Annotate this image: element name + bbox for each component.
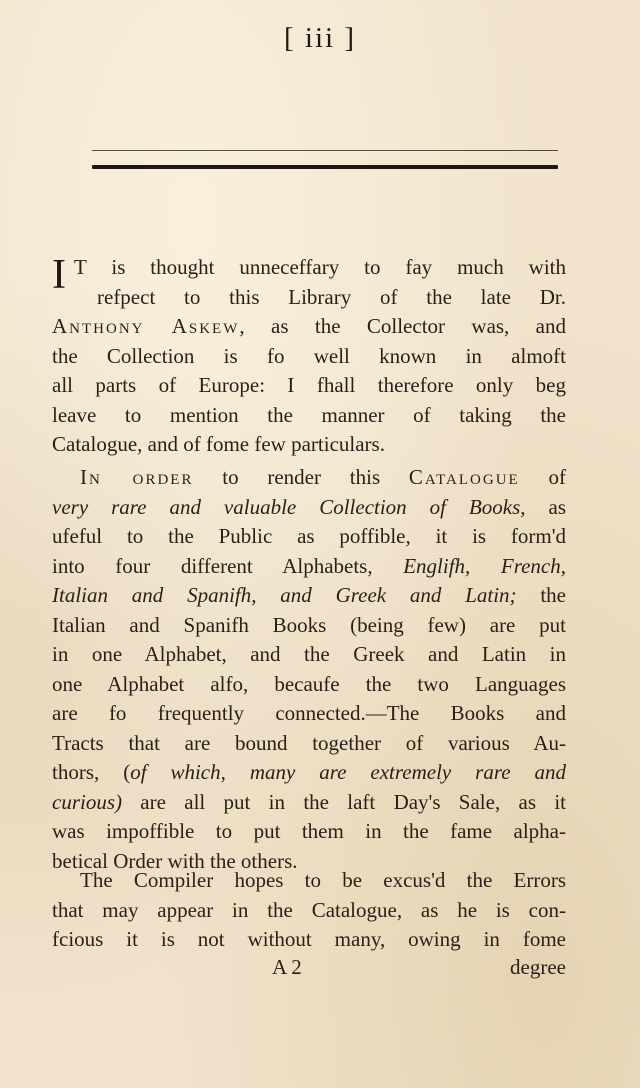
text-line: Tracts that are bound together of various Au- bbox=[52, 730, 566, 755]
text-line: fcious it is not without many, owing in fome bbox=[52, 927, 566, 951]
italic-span: Italian and Spanifh, and Greek and Latin; bbox=[52, 583, 517, 607]
text-line bbox=[52, 312, 566, 342]
text-span: of bbox=[519, 465, 566, 489]
text-line: was impoffible to put them in the fame alpha- bbox=[52, 819, 566, 843]
italic-span: of which, many are extremely rare and bbox=[130, 760, 566, 784]
text-line: in one Alphabet, and the Greek and Latin in bbox=[52, 642, 566, 666]
text-line: Italian and Spanifh Books (being few) are put bbox=[52, 612, 566, 637]
text-line bbox=[52, 493, 566, 523]
paragraph-2 bbox=[52, 463, 566, 876]
text-line bbox=[52, 758, 566, 788]
text-line bbox=[52, 552, 566, 582]
italic-span: curious) bbox=[52, 789, 122, 814]
text-span: thors, ( bbox=[52, 760, 131, 784]
text-span: the bbox=[516, 583, 566, 607]
text-line: the Collection is fo well known in almoft bbox=[52, 343, 566, 368]
text-line bbox=[52, 788, 566, 818]
name-small-caps: Anthony Askew bbox=[52, 314, 240, 338]
text-line: The Compiler hopes to be excus'd the Errors bbox=[80, 868, 566, 892]
paragraph-3 bbox=[52, 866, 566, 955]
text-line: T is thought unneceffary to fay much with bbox=[74, 255, 566, 279]
text-span: as bbox=[525, 494, 566, 519]
text-line bbox=[52, 463, 566, 493]
header-rule-thin bbox=[92, 150, 558, 151]
text-line: betical Order with the others. bbox=[52, 848, 298, 873]
paragraph-1 bbox=[52, 253, 566, 460]
italic-span: Englifh, French, bbox=[403, 553, 566, 578]
text-line: refpect to this Library of the late Dr. bbox=[97, 284, 566, 309]
text-line: all parts of Europe: I fhall therefore only beg bbox=[52, 373, 566, 397]
text-line: Catalogue, and of fome few particulars. bbox=[52, 432, 385, 456]
signature-mark: A 2 bbox=[272, 955, 302, 979]
text-span: , as the Collector was, and bbox=[239, 314, 566, 338]
header-rule-thick bbox=[92, 165, 558, 169]
page-number: [ iii ] bbox=[284, 22, 356, 54]
text-span: into four different Alphabets, bbox=[52, 553, 404, 578]
text-line bbox=[52, 581, 566, 611]
small-caps-span: In order bbox=[80, 465, 194, 489]
text-line: one Alphabet alfo, becaufe the two Languages bbox=[52, 671, 566, 696]
text-line: ufeful to the Public as poffible, it is form'd bbox=[52, 524, 566, 548]
text-line: that may appear in the Catalogue, as he is con- bbox=[52, 897, 566, 922]
page-footer bbox=[52, 955, 566, 985]
small-caps-span: Catalogue bbox=[408, 465, 520, 489]
catchword: degree bbox=[510, 955, 566, 979]
text-span: to render this bbox=[193, 465, 409, 489]
text-line: are fo frequently connected.—The Books and bbox=[52, 701, 566, 725]
text-span: are all put in the laft Day's Sale, as it bbox=[122, 789, 566, 814]
italic-span: very rare and valuable Collection of Books, bbox=[52, 494, 526, 519]
drop-cap: I bbox=[52, 252, 66, 298]
text-line: leave to mention the manner of taking the bbox=[52, 402, 566, 427]
